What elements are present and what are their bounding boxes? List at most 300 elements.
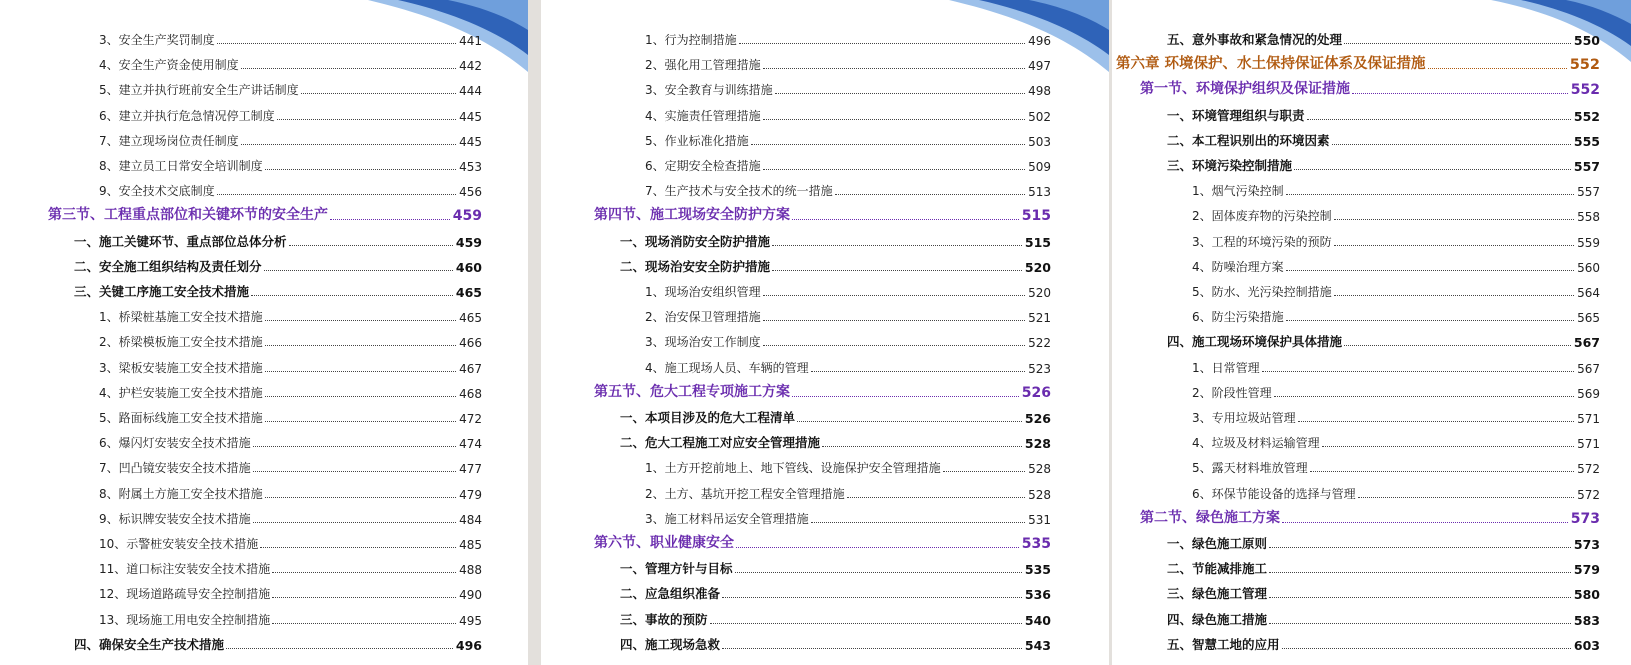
toc-entry-title: 11、道口标注安装安全技术措施: [99, 562, 271, 577]
toc-entry-title: 3、现场治安工作制度: [645, 335, 761, 350]
toc-entry[interactable]: [645, 127, 1051, 149]
toc-section-entry[interactable]: [1140, 505, 1600, 527]
toc-page-number: 459: [455, 234, 482, 250]
toc-page-number: 535: [1021, 536, 1051, 552]
toc-page-number: 531: [1028, 512, 1051, 527]
toc-page-number: 466: [459, 336, 482, 351]
toc-entry-title: 二、应急组织准备: [620, 586, 721, 602]
toc-page-number: 580: [1573, 587, 1600, 603]
toc-entry-title: 3、安全生产奖罚制度: [99, 33, 215, 47]
toc-page-number: 571: [1577, 437, 1600, 452]
toc-entry[interactable]: [1192, 202, 1600, 224]
dot-leader: [265, 320, 456, 321]
toc-entry-title: 1、行为控制措施: [645, 33, 737, 47]
dot-leader: [735, 572, 1022, 573]
toc-entry-title: 三、事故的预防: [620, 611, 708, 627]
toc-entry[interactable]: [1192, 454, 1600, 476]
dot-leader: [763, 169, 1025, 170]
dot-leader: [265, 345, 456, 346]
toc-entry[interactable]: [1167, 631, 1600, 653]
toc-page-number: 528: [1028, 462, 1051, 477]
dot-leader: [289, 245, 453, 246]
toc-page-number: 522: [1028, 336, 1051, 351]
toc-entry-title: 第一节、环境保护组织及保证措施: [1140, 81, 1350, 98]
toc-entry-title: 3、安全教育与训练措施: [645, 83, 773, 98]
dot-leader: [1269, 572, 1571, 573]
dot-leader: [1344, 345, 1571, 346]
toc-entry-title: 第五节、危大工程专项施工方案: [594, 383, 790, 400]
dot-leader: [763, 345, 1025, 346]
toc-entry-title: 5、露天材料堆放管理: [1192, 461, 1308, 476]
toc-entry-title: 3、专用垃圾站管理: [1192, 411, 1296, 425]
toc-entry[interactable]: [1192, 404, 1600, 426]
toc-page-number: 567: [1573, 335, 1600, 351]
toc-entry-title: 4、防噪治理方案: [1192, 259, 1284, 274]
toc-entry-title: 4、施工现场人员、车辆的管理: [645, 360, 809, 375]
toc-entry[interactable]: [1192, 303, 1600, 325]
toc-entry-title: 一、绿色施工原则: [1167, 536, 1268, 551]
dot-leader: [265, 497, 456, 498]
toc-page-number: 456: [459, 185, 482, 200]
dot-leader: [1286, 194, 1574, 195]
dot-leader: [241, 144, 456, 145]
dot-leader: [226, 648, 453, 649]
toc-page-number: 459: [452, 208, 482, 225]
toc-entry[interactable]: [645, 303, 1051, 325]
toc-entry[interactable]: [1167, 555, 1600, 577]
toc-entry[interactable]: [1167, 328, 1600, 350]
toc-entry[interactable]: [74, 228, 482, 250]
dot-leader: [763, 68, 1025, 69]
toc-entry-title: 第六章 环境保护、水土保持保证体系及保证措施: [1116, 56, 1426, 73]
toc-entry[interactable]: [99, 328, 482, 350]
dot-leader: [1334, 219, 1574, 220]
toc-page-number: 479: [459, 487, 482, 502]
toc-entry[interactable]: [1192, 429, 1600, 451]
toc-page-number: 485: [459, 538, 482, 552]
toc-entry[interactable]: [99, 379, 482, 401]
toc-entry-title: 2、固体废弃物的污染控制: [1192, 209, 1332, 224]
toc-entry-title: 三、环境污染控制措施: [1167, 158, 1293, 173]
toc-entry-title: 四、施工现场急救: [620, 636, 721, 652]
toc-entry-title: 第三节、工程重点部位和关键环节的安全生产: [48, 207, 328, 224]
toc-entry[interactable]: [74, 253, 482, 275]
toc-entry[interactable]: [99, 127, 482, 149]
toc-page-number: 453: [459, 160, 482, 174]
toc-page-number: 552: [1573, 108, 1600, 124]
toc-entry-title: 6、爆闪灯安装安全技术措施: [99, 436, 251, 451]
dot-leader: [1269, 623, 1571, 624]
dot-leader: [264, 270, 453, 271]
toc-page-number: 442: [459, 59, 482, 74]
dot-leader: [1286, 270, 1574, 271]
toc-page-number: 502: [1028, 109, 1051, 124]
toc-entry-title: 1、日常管理: [1192, 360, 1260, 375]
toc-entry-title: 一、管理方针与目标: [620, 561, 733, 577]
toc-entry[interactable]: [99, 76, 482, 98]
toc-entry[interactable]: [99, 454, 482, 476]
toc-entry[interactable]: [74, 278, 482, 300]
toc-entry-title: 二、本工程识别出的环境因素: [1167, 132, 1330, 148]
toc-entry[interactable]: [1192, 177, 1600, 199]
toc-entry-title: 6、防尘污染措施: [1192, 310, 1284, 325]
toc-entry-title: 2、强化用工管理措施: [645, 58, 761, 73]
toc-page-number: 488: [459, 563, 482, 578]
toc-page-number: 565: [1577, 311, 1600, 326]
toc-entry[interactable]: [645, 76, 1051, 98]
toc-entry-title: 四、绿色施工措施: [1167, 611, 1268, 627]
toc-page-number: 555: [1573, 133, 1600, 149]
dot-leader: [751, 144, 1025, 145]
dot-leader: [1262, 371, 1574, 372]
toc-entry-title: 第六节、职业健康安全: [594, 535, 734, 551]
toc-entry[interactable]: [1167, 127, 1600, 149]
dot-leader: [1344, 43, 1571, 44]
toc-entry-title: 13、现场施工用电安全控制措施: [99, 612, 271, 627]
toc-entry-title: 1、烟气污染控制: [1192, 184, 1284, 199]
toc-entry[interactable]: [99, 51, 482, 73]
toc-page-number: 497: [1028, 59, 1051, 74]
toc-page-number: 521: [1028, 311, 1051, 326]
dot-leader: [822, 446, 1022, 447]
toc-entry[interactable]: [74, 631, 482, 653]
toc-page-number: 540: [1024, 612, 1051, 628]
toc-entry[interactable]: [99, 505, 482, 527]
dot-leader: [797, 421, 1022, 422]
toc-entry[interactable]: [645, 328, 1051, 350]
toc-page-number: 496: [1028, 34, 1051, 48]
dot-leader: [722, 648, 1022, 649]
toc-entry[interactable]: [99, 152, 482, 174]
toc-entry-title: 五、智慧工地的应用: [1167, 636, 1280, 652]
toc-page-number: 557: [1573, 159, 1600, 174]
toc-page-number: 550: [1573, 33, 1600, 48]
toc-entry-title: 8、附属土方施工安全技术措施: [99, 486, 263, 501]
toc-entry[interactable]: [620, 631, 1051, 653]
toc-entry[interactable]: [1192, 278, 1600, 300]
toc-entry-title: 6、环保节能设备的选择与管理: [1192, 486, 1356, 501]
toc-entry[interactable]: [645, 152, 1051, 174]
dot-leader: [265, 169, 456, 170]
toc-entry[interactable]: [1167, 102, 1600, 124]
toc-page-3: [1112, 0, 1631, 665]
dot-leader: [1298, 421, 1574, 422]
toc-entry[interactable]: [1192, 228, 1600, 250]
toc-entry-title: 第四节、施工现场安全防护方案: [594, 207, 790, 224]
dot-leader: [253, 471, 456, 472]
toc-entry-title: 2、桥梁模板施工安全技术措施: [99, 335, 263, 350]
toc-entry[interactable]: [645, 51, 1051, 73]
dot-leader: [1332, 144, 1571, 145]
toc-entry[interactable]: [645, 454, 1051, 476]
toc-entry-title: 一、施工关键环节、重点部位总体分析: [74, 233, 287, 249]
dot-leader: [217, 43, 456, 44]
toc-page-2: [541, 0, 1109, 665]
toc-entry[interactable]: [99, 580, 482, 602]
toc-entry-title: 3、工程的环境污染的预防: [1192, 234, 1332, 249]
toc-entry[interactable]: [620, 228, 1051, 250]
toc-page-number: 477: [459, 462, 482, 477]
dot-leader: [792, 396, 1019, 397]
toc-page-number: 523: [1028, 361, 1051, 376]
dot-leader: [772, 270, 1022, 271]
toc-entry[interactable]: [645, 354, 1051, 376]
toc-entry-title: 12、现场道路疏导安全控制措施: [99, 587, 271, 602]
toc-entry-title: 9、安全技术交底制度: [99, 184, 215, 199]
toc-entry[interactable]: [1167, 530, 1600, 552]
toc-section-entry[interactable]: [594, 530, 1051, 552]
dot-leader: [265, 371, 456, 372]
toc-entry-title: 6、建立并执行危急情况停工制度: [99, 108, 275, 123]
dot-leader: [1282, 522, 1568, 523]
toc-entry-title: 4、安全生产资金使用制度: [99, 58, 239, 73]
toc-entry-title: 5、建立并执行班前安全生产讲话制度: [99, 83, 299, 98]
toc-page-number: 571: [1577, 412, 1600, 426]
toc-page-number: 579: [1573, 562, 1600, 578]
dot-leader: [847, 497, 1025, 498]
toc-entry[interactable]: [645, 480, 1051, 502]
toc-entry[interactable]: [99, 26, 482, 48]
dot-leader: [763, 119, 1025, 120]
toc-page-number: 526: [1021, 384, 1051, 401]
toc-entry-title: 9、标识牌安装安全技术措施: [99, 511, 251, 526]
dot-leader: [722, 597, 1022, 598]
toc-entry[interactable]: [645, 26, 1051, 48]
dot-leader: [272, 623, 456, 624]
toc-page-number: 572: [1577, 487, 1600, 502]
toc-entry-title: 8、建立员工日常安全培训制度: [99, 159, 263, 173]
toc-entry[interactable]: [620, 253, 1051, 275]
toc-entry[interactable]: [99, 555, 482, 577]
toc-entry-title: 5、作业标准化措施: [645, 133, 749, 148]
dot-leader: [253, 522, 456, 523]
dot-leader: [943, 471, 1025, 472]
dot-leader: [792, 219, 1019, 220]
dot-leader: [1334, 295, 1574, 296]
toc-page-number: 557: [1577, 185, 1600, 200]
toc-page-number: 465: [459, 311, 482, 326]
toc-section-entry[interactable]: [1140, 76, 1600, 98]
toc-entry-title: 3、梁板安装施工安全技术措施: [99, 360, 263, 375]
toc-entry[interactable]: [99, 102, 482, 124]
dot-leader: [835, 194, 1025, 195]
toc-entry[interactable]: [645, 505, 1051, 527]
toc-entry[interactable]: [620, 429, 1051, 451]
toc-page-number: 520: [1024, 259, 1051, 275]
toc-entry-title: 4、垃圾及材料运输管理: [1192, 436, 1320, 451]
dot-leader: [1334, 245, 1574, 246]
toc-page-number: 468: [459, 386, 482, 401]
toc-page-number: 558: [1577, 210, 1600, 225]
toc-entry[interactable]: [645, 177, 1051, 199]
toc-entry-title: 2、治安保卫管理措施: [645, 310, 761, 325]
toc-page-number: 528: [1024, 436, 1051, 452]
toc-page-1: [0, 0, 528, 665]
dot-leader: [1322, 446, 1574, 447]
toc-entry[interactable]: [1167, 26, 1600, 48]
dot-leader: [1269, 597, 1571, 598]
toc-page-number: 569: [1577, 386, 1600, 401]
toc-page-number: 564: [1577, 286, 1600, 300]
toc-entry[interactable]: [99, 530, 482, 552]
toc-entry[interactable]: [645, 102, 1051, 124]
dot-leader: [251, 295, 453, 296]
toc-page-number: 509: [1028, 160, 1051, 174]
toc-entry-title: 7、凹凸镜安装安全技术措施: [99, 461, 251, 476]
toc-page-number: 526: [1024, 411, 1051, 426]
dot-leader: [1428, 68, 1567, 69]
toc-entry[interactable]: [620, 580, 1051, 602]
toc-entry-title: 3、施工材料吊运安全管理措施: [645, 511, 809, 526]
toc-entry-title: 7、建立现场岗位责任制度: [99, 133, 239, 148]
toc-page-number: 503: [1028, 134, 1051, 149]
toc-page-number: 465: [455, 285, 482, 300]
toc-entry[interactable]: [645, 278, 1051, 300]
dot-leader: [811, 371, 1025, 372]
toc-entry[interactable]: [620, 404, 1051, 426]
toc-page-number: 528: [1028, 487, 1051, 502]
toc-entry[interactable]: [99, 177, 482, 199]
dot-leader: [763, 295, 1025, 296]
toc-page-number: 498: [1028, 84, 1051, 99]
toc-entry[interactable]: [99, 429, 482, 451]
toc-page-number: 441: [459, 34, 482, 48]
toc-page-number: 444: [459, 84, 482, 99]
dot-leader: [330, 219, 450, 220]
dot-leader: [1286, 320, 1574, 321]
toc-entry-title: 二、安全施工组织结构及责任划分: [74, 258, 262, 274]
dot-leader: [265, 396, 456, 397]
toc-page-number: 583: [1573, 612, 1600, 628]
dot-leader: [241, 68, 456, 69]
dot-leader: [763, 320, 1025, 321]
toc-section-entry[interactable]: [48, 202, 482, 224]
toc-entry-title: 三、绿色施工管理: [1167, 586, 1268, 602]
dot-leader: [1307, 119, 1571, 120]
toc-entry-title: 二、节能减排施工: [1167, 561, 1268, 577]
dot-leader: [1358, 497, 1574, 498]
toc-entry[interactable]: [1192, 354, 1600, 376]
toc-page-number: 445: [459, 134, 482, 149]
toc-entry-title: 2、土方、基坑开挖工程安全管理措施: [645, 486, 845, 501]
toc-page-number: 552: [1569, 57, 1600, 74]
toc-page-number: 543: [1024, 637, 1051, 653]
toc-entry-title: 第二节、绿色施工方案: [1140, 509, 1280, 526]
toc-section-entry[interactable]: [594, 379, 1051, 401]
dot-leader: [1310, 471, 1574, 472]
toc-page-number: 490: [459, 588, 482, 603]
toc-page-number: 496: [455, 637, 482, 653]
toc-entry-title: 1、土方开挖前地上、地下管线、设施保护安全管理措施: [645, 461, 941, 476]
toc-page-number: 515: [1024, 234, 1051, 250]
dot-leader: [277, 119, 456, 120]
toc-entry-title: 二、现场治安安全防护措施: [620, 258, 771, 274]
toc-entry[interactable]: [1192, 253, 1600, 275]
toc-entry[interactable]: [99, 354, 482, 376]
toc-page-number: 513: [1028, 185, 1051, 200]
dot-leader: [253, 446, 456, 447]
toc-page-number: 495: [459, 613, 482, 628]
toc-entry[interactable]: [620, 606, 1051, 628]
toc-entry-title: 四、确保安全生产技术措施: [74, 636, 225, 652]
toc-entry-title: 2、阶段性管理: [1192, 385, 1272, 400]
toc-entry-title: 一、环境管理组织与职责: [1167, 107, 1305, 123]
dot-leader: [1269, 547, 1571, 548]
toc-page-number: 484: [459, 512, 482, 527]
toc-page-number: 573: [1573, 537, 1600, 552]
toc-page-number: 536: [1024, 587, 1051, 603]
dot-leader: [265, 421, 456, 422]
toc-page-number: 572: [1577, 462, 1600, 477]
toc-entry[interactable]: [1192, 379, 1600, 401]
dot-leader: [775, 93, 1025, 94]
toc-entry[interactable]: [99, 606, 482, 628]
toc-page-number: 520: [1028, 286, 1051, 300]
toc-page-number: 560: [1577, 260, 1600, 275]
toc-entry-title: 三、关键工序施工安全技术措施: [74, 284, 250, 299]
toc-page-number: 445: [459, 109, 482, 124]
toc-entry[interactable]: [620, 555, 1051, 577]
toc-page-number: 573: [1570, 510, 1600, 527]
toc-entry[interactable]: [99, 404, 482, 426]
toc-entry-title: 4、护栏安装施工安全技术措施: [99, 385, 263, 400]
dot-leader: [301, 93, 456, 94]
toc-entry-title: 10、示警桩安装安全技术措施: [99, 537, 259, 551]
toc-page-number: 552: [1570, 82, 1600, 99]
toc-entry-title: 5、防水、光污染控制措施: [1192, 285, 1332, 299]
toc-entry[interactable]: [1167, 580, 1600, 602]
toc-chapter-entry[interactable]: [1116, 51, 1600, 73]
toc-entry-title: 二、危大工程施工对应安全管理措施: [620, 435, 821, 451]
dot-leader: [1294, 169, 1571, 170]
toc-page-number: 460: [455, 259, 482, 275]
toc-entry-title: 6、定期安全检查措施: [645, 159, 761, 173]
toc-page-number: 474: [459, 437, 482, 452]
dot-leader: [739, 43, 1025, 44]
toc-entry-title: 四、施工现场环境保护具体措施: [1167, 334, 1343, 350]
toc-entry[interactable]: [99, 303, 482, 325]
toc-entry[interactable]: [1167, 152, 1600, 174]
dot-leader: [272, 572, 456, 573]
toc-entry-title: 一、现场消防安全防护措施: [620, 233, 771, 249]
toc-entry[interactable]: [1192, 480, 1600, 502]
toc-entry-title: 1、桥梁桩基施工安全技术措施: [99, 310, 263, 325]
dot-leader: [736, 547, 1019, 548]
toc-entry-title: 一、本项目涉及的危大工程清单: [620, 410, 796, 425]
toc-entry-title: 五、意外事故和紧急情况的处理: [1167, 32, 1343, 47]
dot-leader: [772, 245, 1022, 246]
toc-entry-title: 4、实施责任管理措施: [645, 108, 761, 123]
dot-leader: [217, 194, 456, 195]
toc-page-number: 467: [459, 361, 482, 376]
toc-page-number: 515: [1021, 208, 1051, 225]
toc-entry-title: 1、现场治安组织管理: [645, 285, 761, 299]
toc-section-entry[interactable]: [594, 202, 1051, 224]
toc-page-number: 472: [459, 412, 482, 426]
dot-leader: [260, 547, 456, 548]
dot-leader: [811, 522, 1025, 523]
toc-entry-title: 5、路面标线施工安全技术措施: [99, 411, 263, 425]
toc-entry[interactable]: [99, 480, 482, 502]
dot-leader: [1352, 93, 1568, 94]
dot-leader: [1282, 648, 1571, 649]
dot-leader: [710, 623, 1022, 624]
toc-page-number: 559: [1577, 235, 1600, 250]
dot-leader: [1274, 396, 1574, 397]
toc-page-number: 603: [1573, 637, 1600, 653]
toc-entry[interactable]: [1167, 606, 1600, 628]
toc-page-number: 535: [1024, 562, 1051, 578]
